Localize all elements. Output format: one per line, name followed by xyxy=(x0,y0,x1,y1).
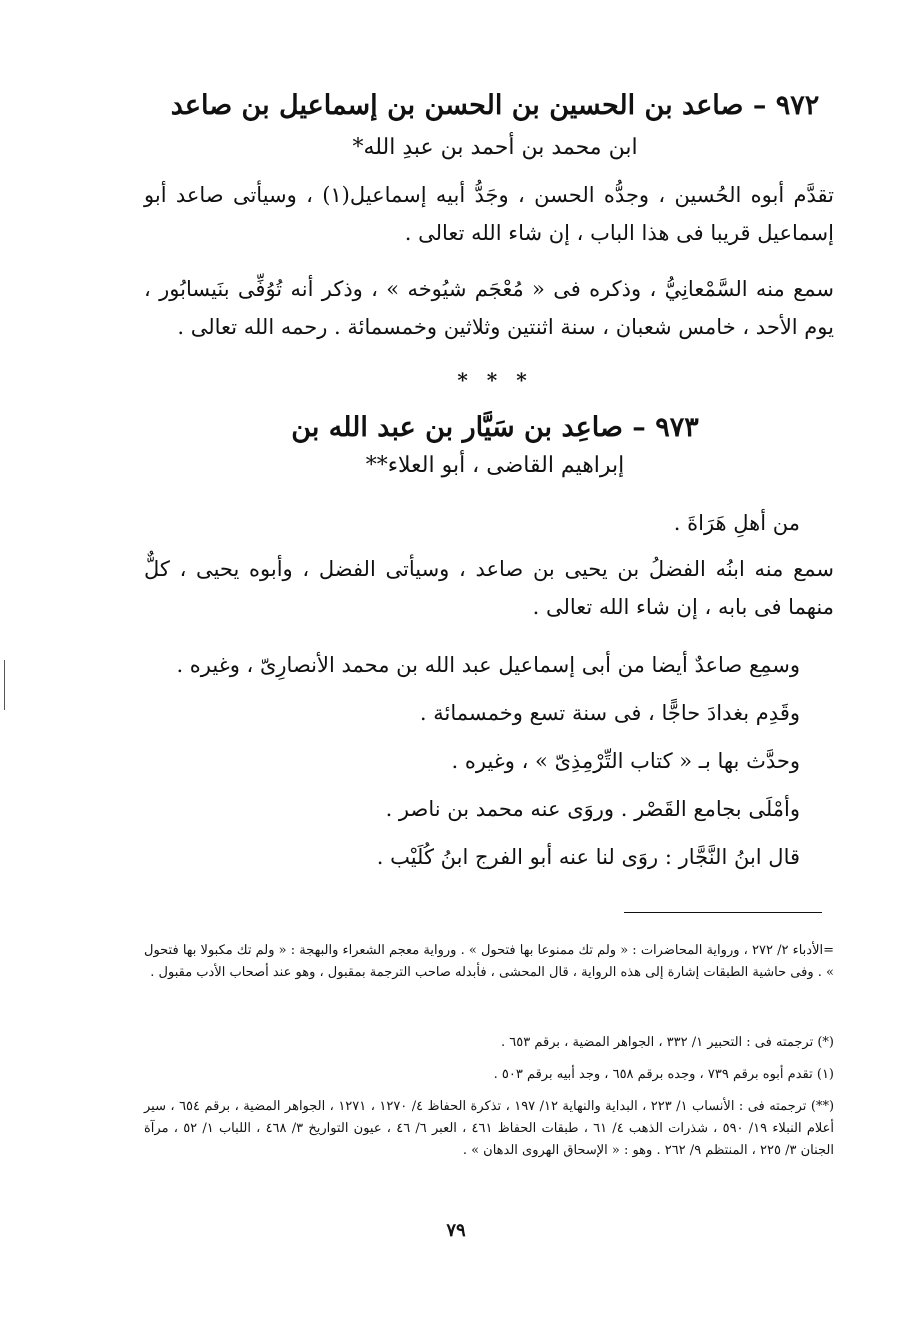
entry-972-paragraph-2: سمع منه السَّمْعانِيُّ ، وذكره فى « مُعْجَم شيُوخه » ، وذكر أنه تُوُفِّى بنَيسابُور ، يوم الأحد ، خامس شعبان ، سنة اثنتين وثلاثين وخمسمائة . رحمه الله تعالى . xyxy=(144,277,834,339)
footnote-entry-973: (**) ترجمته فى : الأنساب ١/ ٢٢٣ ، البداية والنهاية ١٢/ ١٩٧ ، تذكرة الحفاظ ٤/ ١٢٧٠ ، ١٢٧١ ، الجواهر المضية ، برقم ٦٥٤ ، سير أعلام النبلاء ١٩/ ٥٩٠ ، شذرات الذهب ٤/ ٦١ ، طبقات الحفاظ ٤٦١ ، العبر ٦/ ٤٦ ، عيون التواريخ ٣/ ٤٦٨ ، اللباب ١/ ٥٢ ، مرآة الجنان ٣/ ٢٢٥ ، المنتظم ٩/ ٢٦٢ . وهو : « الإسحاق الهروى الدهان » . xyxy=(144,1099,835,1158)
entry-973-line-5: وحدَّث بها بـ « كتاب التِّرْمِذِىّ » ، وغيره . xyxy=(451,749,800,773)
margin-mark xyxy=(4,660,5,710)
entry-972-paragraph-1: تقدَّم أبوه الحُسين ، وجدُّه الحسن ، وجَدُّ أبيه إسماعيل(١) ، وسيأتى صاعد أبو إسماعيل قريبا فى هذا الباب ، إن شاء الله تعالى . xyxy=(144,183,834,245)
entry-973-title: ٩٧٣ – صاعِد بن سَيَّار بن عبد الله بن xyxy=(291,412,699,443)
entry-973-line-4: وقَدِم بغدادَ حاجًّا ، فى سنة تسع وخمسمائة . xyxy=(419,701,800,725)
footnote-continuation: =الأدباء ٢/ ٢٧٢ ، ورواية المحاضرات : « ولم تك ممنوعا بها فتحول » . ورواية معجم الشعراء والبهجة : « ولم تك مكبولا بها فتحول » . وفى حاشية الطبقات إشارة إلى هذه الرواية ، قال المحشى ، فأبدله صاحب الترجمة بمقبول ، وهو عند أصحاب الأدب مقبول . xyxy=(144,943,834,980)
footnote-entry-972: (*) ترجمته فى : التحبير ١/ ٣٣٢ ، الجواهر المضية ، برقم ٦٥٣ . xyxy=(501,1035,834,1050)
entry-973-line-6: وأمْلَى بجامع القَصْر . وروَى عنه محمد بن ناصر . xyxy=(385,797,800,821)
entry-973-line-3: وسمِع صاعدٌ أيضا من أبى إسماعيل عبد الله بن محمد الأنصارِىّ ، وغيره . xyxy=(176,653,800,677)
entry-973-paragraph-2: سمع منه ابنُه الفضلُ بن يحيى بن صاعد ، وسيأتى الفضل ، وأبوه يحيى ، كلٌّ منهما فى بابه ، إن شاء الله تعالى . xyxy=(144,557,834,619)
entry-972-title: ٩٧٢ – صاعد بن الحسين بن الحسن بن إسماعيل بن صاعد xyxy=(170,90,820,121)
footnote-divider xyxy=(624,912,822,913)
entry-973-line-7: قال ابنُ النَّجَّار : روَى لنا عنه أبو الفرج ابنُ كُلَيْب . xyxy=(376,845,800,869)
entry-973-subtitle: إبراهيم القاضى ، أبو العلاء** xyxy=(365,453,625,478)
section-separator: * * * xyxy=(457,368,533,392)
page-number: ٧٩ xyxy=(446,1220,466,1241)
entry-972-subtitle: ابن محمد بن أحمد بن عبدِ الله* xyxy=(352,135,638,160)
entry-973-line-1: من أهلِ هَرَاةَ . xyxy=(673,511,800,535)
footnote-1: (١) تقدم أبوه برقم ٧٣٩ ، وجده برقم ٦٥٨ ، وجد أبيه برقم ٥٠٣ . xyxy=(493,1067,834,1082)
